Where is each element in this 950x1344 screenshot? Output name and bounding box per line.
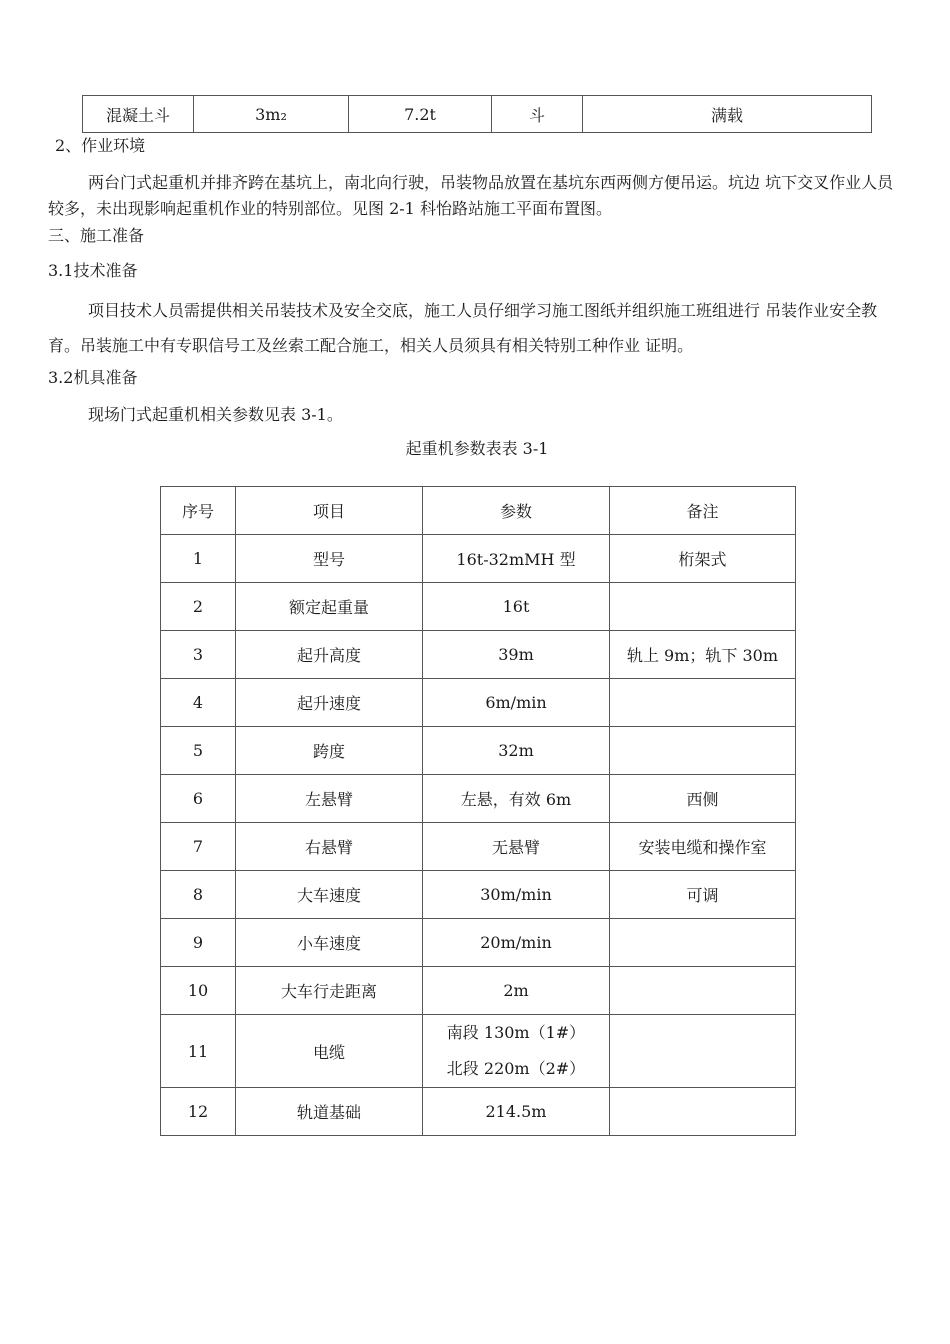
section-3-1-heading: 3.1技术准备 xyxy=(48,261,138,280)
table-row xyxy=(161,967,796,1015)
table-row xyxy=(161,1015,796,1088)
table-cell: 3 xyxy=(161,631,236,679)
table-cell: 轨道基础 xyxy=(236,1088,423,1136)
table-row xyxy=(161,919,796,967)
table-row xyxy=(161,631,796,679)
table-cell: 6 xyxy=(161,775,236,823)
table-cell: 39m xyxy=(423,631,610,679)
table-cell: 10 xyxy=(161,967,236,1015)
section-3-1-paragraph: 项目技术人员需提供相关吊装技术及安全交底，施工人员仔细学习施工图纸并组织施工班组进行 吊装作业安全教育。吊装施工中有专职信号工及丝索工配合施工，相关人员须具有相关特别工种作业 证明。 xyxy=(48,301,878,355)
cable-south-line: 南段 130m（1#） xyxy=(446,1023,586,1042)
section-3-heading: 三、施工准备 xyxy=(48,226,145,245)
table-cell: 额定起重量 xyxy=(236,583,423,631)
table-cell: 4 xyxy=(161,679,236,727)
column-header: 序号 xyxy=(161,487,236,535)
table-cell: 2m xyxy=(423,967,610,1015)
table-cell: 西侧 xyxy=(610,775,796,823)
parameters-table xyxy=(160,486,796,1136)
table-row xyxy=(161,679,796,727)
table-cell: 左悬臂 xyxy=(236,775,423,823)
column-header: 项目 xyxy=(236,487,423,535)
table-cell: 16t xyxy=(423,583,610,631)
table-cell: 跨度 xyxy=(236,727,423,775)
table-cell: 7.2t xyxy=(349,96,492,133)
table-cell: 电缆 xyxy=(236,1015,423,1088)
table-cell: 型号 xyxy=(236,535,423,583)
section-2-paragraph: 两台门式起重机并排齐跨在基坑上，南北向行驶，吊装物品放置在基坑东西两侧方便吊运。坑边 坑下交叉作业人员较多，未出现影响起重机作业的特别部位。见图 2-1 科怡路站施工平面布置图。 xyxy=(48,173,894,218)
table-cell: 大车速度 xyxy=(236,871,423,919)
table-cell: 3m₂ xyxy=(194,96,349,133)
table-cell xyxy=(610,679,796,727)
table-row xyxy=(83,96,872,133)
table-cell xyxy=(610,583,796,631)
table-cell xyxy=(610,919,796,967)
table-cell: 32m xyxy=(423,727,610,775)
table-cell: 20m/min xyxy=(423,919,610,967)
table-cell: 左悬，有效 6m xyxy=(423,775,610,823)
table-cell xyxy=(610,727,796,775)
column-header: 参数 xyxy=(423,487,610,535)
table-cell: 小车速度 xyxy=(236,919,423,967)
table-cell: 6m/min xyxy=(423,679,610,727)
section-3-2-paragraph: 现场门式起重机相关参数见表 3-1。 xyxy=(88,405,343,424)
table-cell: 1 xyxy=(161,535,236,583)
table-cell: 右悬臂 xyxy=(236,823,423,871)
table-cell-multiline xyxy=(423,1015,610,1088)
table-cell: 7 xyxy=(161,823,236,871)
table-cell: 5 xyxy=(161,727,236,775)
table-cell: 满载 xyxy=(583,96,872,133)
table-cell: 起升速度 xyxy=(236,679,423,727)
table-cell: 214.5m xyxy=(423,1088,610,1136)
table-cell: 无悬臂 xyxy=(423,823,610,871)
table-cell: 安装电缆和操作室 xyxy=(610,823,796,871)
table-row xyxy=(161,775,796,823)
table-cell: 12 xyxy=(161,1088,236,1136)
column-header: 备注 xyxy=(610,487,796,535)
table-cell: 大车行走距离 xyxy=(236,967,423,1015)
section-3-2-heading: 3.2机具准备 xyxy=(48,368,138,387)
table-header-row xyxy=(161,487,796,535)
table-row xyxy=(161,823,796,871)
table-row xyxy=(161,535,796,583)
table-cell: 混凝土斗 xyxy=(83,96,194,133)
table-cell: 起升高度 xyxy=(236,631,423,679)
table-cell: 桁架式 xyxy=(610,535,796,583)
top-table xyxy=(82,95,872,133)
table-cell: 16t-32mMH 型 xyxy=(423,535,610,583)
table-row xyxy=(161,727,796,775)
table-cell: 轨上 9m；轨下 30m xyxy=(610,631,796,679)
cable-north-line: 北段 220m（2#） xyxy=(446,1059,586,1078)
table-row xyxy=(161,1088,796,1136)
table-cell: 可调 xyxy=(610,871,796,919)
table-row xyxy=(161,583,796,631)
table-cell: 9 xyxy=(161,919,236,967)
table-cell: 11 xyxy=(161,1015,236,1088)
table-cell: 8 xyxy=(161,871,236,919)
table-cell: 2 xyxy=(161,583,236,631)
table-cell xyxy=(610,967,796,1015)
table-caption: 起重机参数表表 3-1 xyxy=(405,439,549,458)
table-cell: 30m/min xyxy=(423,871,610,919)
table-cell: 斗 xyxy=(492,96,583,133)
table-cell xyxy=(610,1088,796,1136)
table-cell xyxy=(610,1015,796,1088)
table-row xyxy=(161,871,796,919)
section-2-heading: 2、作业环境 xyxy=(55,136,146,155)
